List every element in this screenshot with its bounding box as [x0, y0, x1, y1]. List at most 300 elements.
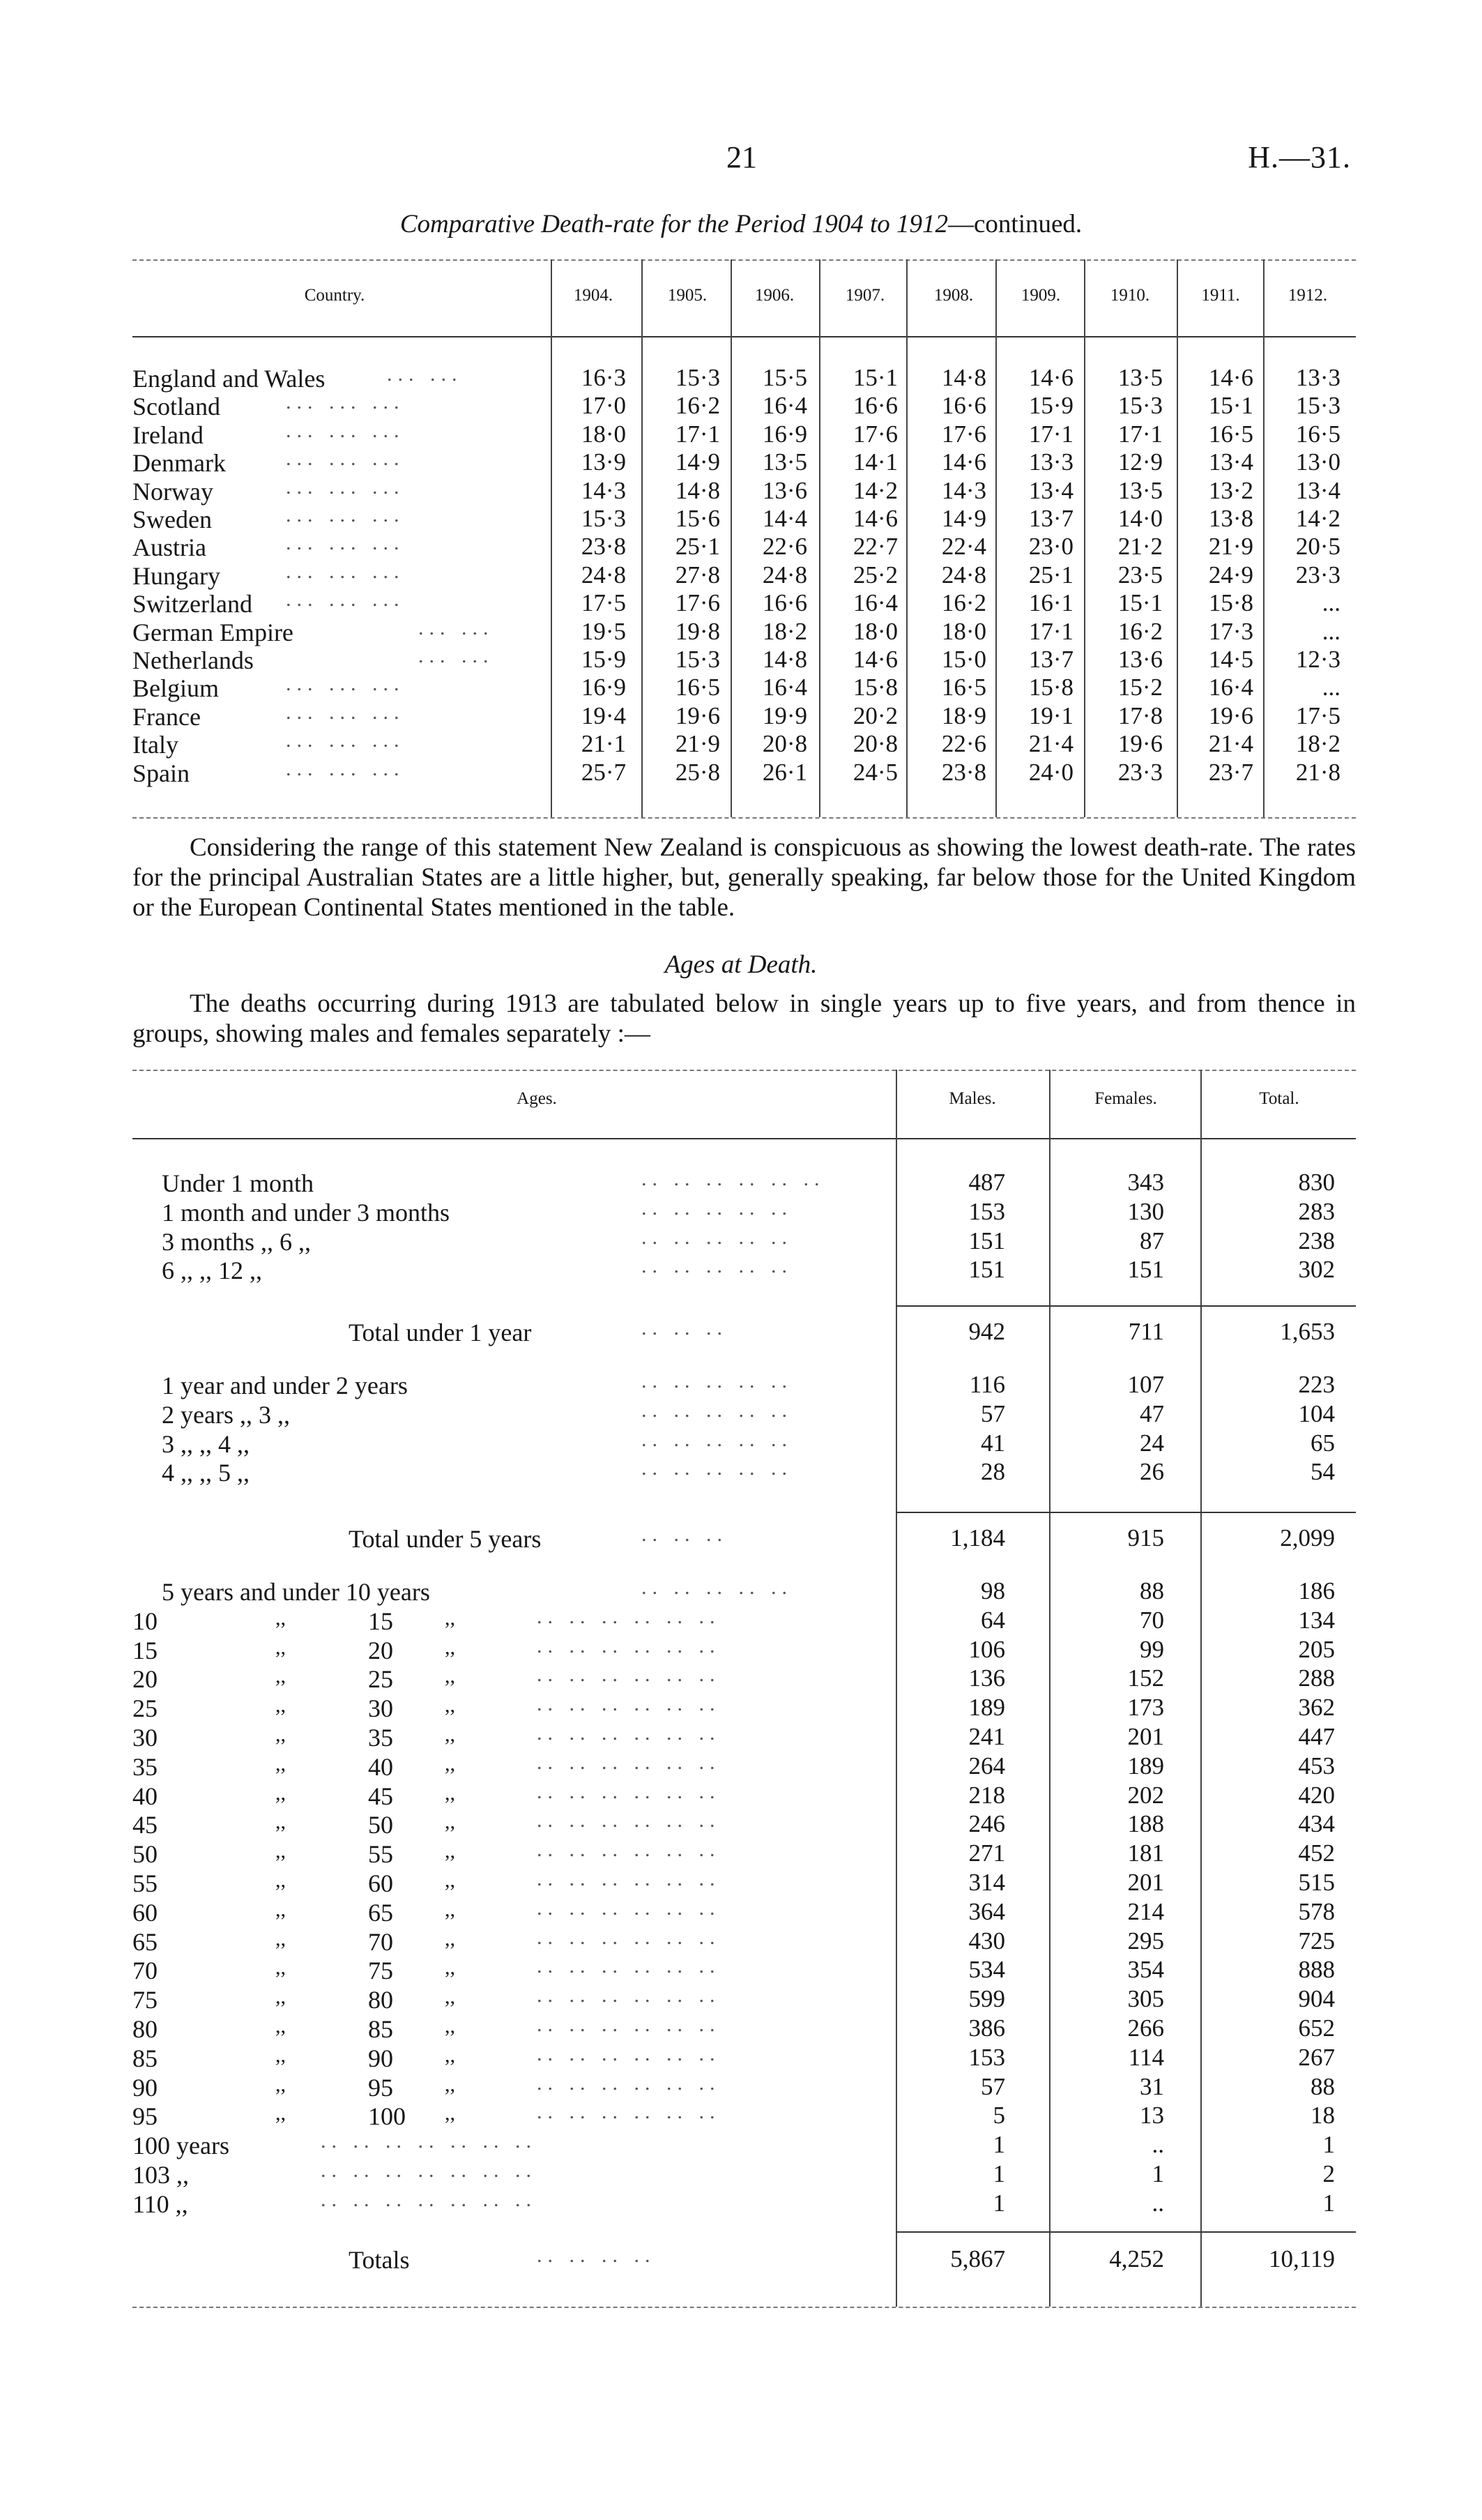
age-from: 85 [132, 2044, 158, 2072]
ditto-mark: ,, [275, 1927, 286, 1950]
ditto-mark: ,, [445, 1956, 455, 1980]
ditto-mark: ,, [445, 2072, 455, 2096]
ditto-mark: ,, [445, 2014, 455, 2037]
death-rate-cell: 24·8 [762, 561, 807, 589]
death-rate-cell: 13·3 [1028, 448, 1074, 476]
age-label: 1 month and under 3 months [162, 1198, 450, 1227]
ditto-mark: ,, [275, 1956, 286, 1980]
country-name: Belgium [132, 674, 219, 703]
table1-header-year: 1910. [1110, 286, 1150, 305]
ditto-mark: ,, [275, 1723, 286, 1746]
table2-top-rule [132, 1070, 1356, 1071]
totals-rule [896, 2231, 1356, 2233]
death-rate-cell: 22·6 [762, 533, 807, 561]
table1-header-rule [132, 336, 1356, 337]
total-cell: 134 [1298, 1606, 1335, 1634]
country-name: Norway [132, 477, 213, 506]
leader-dots: .. .. .. .. .. .. [537, 1896, 721, 1920]
leader-dots: ... ... ... [286, 757, 405, 780]
death-rate-cell: 13·5 [1117, 364, 1163, 391]
table1-header-year: 1909. [1021, 286, 1061, 305]
males-cell: 189 [968, 1694, 1005, 1722]
death-rate-cell: 24·9 [1208, 561, 1253, 589]
males-cell: 241 [968, 1723, 1005, 1750]
death-rate-cell: 20·8 [762, 730, 807, 758]
age-from: 25 [132, 1694, 158, 1723]
ditto-mark: ,, [445, 1752, 455, 1775]
country-name: Switzerland [132, 590, 252, 618]
leader-dots: ... ... [418, 616, 494, 639]
death-rate-cell: 16·4 [762, 674, 807, 701]
age-to: 20 [368, 1636, 393, 1664]
age-label: Under 1 month [162, 1169, 314, 1197]
death-rate-cell: 22·6 [941, 730, 986, 758]
total-cell: 283 [1298, 1197, 1335, 1225]
age-label: 6 ,, ,, 12 ,, [162, 1257, 262, 1285]
total-cell: 2,099 [1280, 1524, 1335, 1551]
death-rate-cell: ... [1322, 674, 1340, 701]
age-label: 2 years ,, 3 ,, [162, 1400, 290, 1429]
total-cell: 288 [1298, 1664, 1335, 1692]
table1-header-year: 1908. [933, 286, 974, 305]
death-rate-cell: 13·5 [1117, 476, 1163, 504]
death-rate-cell: 13·2 [1208, 476, 1253, 504]
males-cell: 1 [993, 2189, 1005, 2217]
age-to: 55 [368, 1840, 393, 1869]
death-rate-cell: 24·8 [941, 561, 986, 589]
table2-header-total: Total. [1259, 1089, 1299, 1108]
death-rate-cell: 21·4 [1208, 730, 1253, 758]
section-intro-text: The deaths occurring during 1913 are tabulated below in single years up to five years, and from thence in groups, showing males and females separately :— [132, 989, 1356, 1048]
death-rate-cell: 15·6 [675, 505, 720, 532]
death-rate-cell: 21·9 [1208, 533, 1253, 561]
death-rate-cell: 24·8 [581, 561, 626, 589]
death-rate-cell: 14·6 [1208, 364, 1253, 391]
death-rate-cell: 25·1 [1028, 561, 1074, 589]
ditto-mark: ,, [275, 1752, 286, 1775]
death-rate-cell: 20·2 [853, 701, 898, 729]
ditto-mark: ,, [445, 1694, 455, 1717]
leader-dots: .. .. .. .. .. .. [537, 1750, 721, 1774]
table1-column-line [1263, 259, 1265, 817]
death-rate-cell: 12·3 [1295, 646, 1340, 673]
death-rate-cell: 15·1 [1208, 392, 1253, 420]
table1-column-line [906, 259, 908, 817]
ditto-mark: ,, [275, 1664, 286, 1688]
total-cell: 1 [1322, 2189, 1335, 2217]
total-cell: 362 [1298, 1694, 1335, 1722]
table1-column-line [819, 259, 820, 817]
females-cell: 343 [1127, 1169, 1164, 1196]
death-rate-cell: 13·8 [1208, 505, 1253, 532]
males-cell: 1 [993, 2131, 1005, 2159]
table1-title [0, 209, 1482, 239]
females-cell: 915 [1127, 1524, 1164, 1551]
ditto-mark: ,, [445, 1723, 455, 1746]
total-cell: 888 [1298, 1956, 1335, 1984]
death-rate-cell: 22·4 [941, 533, 986, 561]
table1-top-rule [132, 259, 1356, 261]
death-rate-cell: 14·8 [941, 364, 986, 391]
death-rate-cell: 19·5 [581, 617, 626, 645]
death-rate-cell: 18·0 [853, 617, 898, 645]
death-rate-cell: 15·3 [675, 646, 720, 673]
death-rate-cell: 15·3 [1295, 392, 1340, 420]
table1-column-line [1084, 259, 1085, 817]
country-name: Sweden [132, 506, 212, 533]
death-rate-cell: 13·6 [1117, 646, 1163, 673]
death-rate-cell: 14·8 [675, 476, 720, 504]
death-rate-cell: 25·7 [581, 758, 626, 786]
leader-dots: .. .. .. .. .. [641, 1576, 793, 1599]
death-rate-cell: 15·3 [1117, 392, 1163, 420]
leader-dots: .. .. .. .. .. [641, 1196, 793, 1220]
age-label: 1 year and under 2 years [162, 1372, 408, 1399]
death-rate-cell: 17·6 [941, 420, 986, 448]
death-rate-cell: 15·9 [1028, 392, 1074, 420]
country-name: Hungary [132, 561, 220, 590]
death-rate-cell: 16·4 [1208, 674, 1253, 701]
table2-header-females: Females. [1094, 1089, 1157, 1108]
death-rate-cell: 14·3 [581, 476, 626, 504]
death-rate-cell: 25·1 [675, 533, 720, 561]
table2-line-total [1200, 1070, 1202, 2307]
section-heading: Ages at Death. [664, 950, 818, 979]
country-name: Netherlands [132, 646, 254, 674]
females-cell: 107 [1127, 1371, 1164, 1398]
death-rate-cell: 13·0 [1295, 448, 1340, 476]
leader-dots: ... ... ... [286, 700, 405, 724]
males-cell: 153 [968, 2043, 1005, 2071]
table2-header-males: Males. [949, 1089, 996, 1108]
country-name: Italy [132, 731, 178, 759]
age-label: 3 ,, ,, 4 ,, [162, 1429, 250, 1458]
death-rate-cell: 20·5 [1295, 533, 1340, 561]
death-rate-cell: 15·2 [1117, 674, 1163, 701]
total-cell: 904 [1298, 1985, 1335, 2013]
leader-dots: .. .. .. .. .. [641, 1369, 793, 1392]
country-name: Spain [132, 759, 190, 787]
commentary-text: Considering the range of this statement New Zealand is conspicuous as showing the lowest death-rate. The rates for the principal Australian States are a little higher, but, generally speaking, far below those for the United Kingdom or the European Continental States mentioned in the table. [132, 833, 1356, 922]
age-label: 3 months ,, 6 ,, [162, 1227, 312, 1256]
death-rate-cell: 14·2 [1295, 505, 1340, 532]
females-cell: 13 [1140, 2102, 1164, 2130]
death-rate-cell: 13·4 [1295, 476, 1340, 504]
death-rate-cell: 18·2 [762, 617, 807, 645]
ditto-mark: ,, [445, 1869, 455, 1892]
total-cell: 88 [1311, 2072, 1335, 2100]
males-cell: 534 [968, 1956, 1005, 1984]
death-rate-cell: 16·9 [762, 420, 807, 448]
age-from: 50 [132, 1840, 158, 1869]
leader-dots: ... ... ... [286, 390, 405, 414]
leader-dots: .. .. .. .. .. .. [537, 1634, 721, 1657]
death-rate-cell: 24·0 [1028, 758, 1074, 786]
death-rate-cell: 21·1 [581, 730, 626, 758]
males-cell: 1,184 [950, 1524, 1005, 1551]
leader-dots: .. .. .. .. .. .. [537, 1779, 721, 1803]
death-rate-cell: 16·6 [853, 392, 898, 420]
country-name: Austria [132, 533, 206, 562]
death-rate-cell: 15·0 [941, 646, 986, 673]
females-cell: 99 [1140, 1635, 1164, 1663]
ditto-mark: ,, [275, 1635, 286, 1659]
death-rate-cell: 16·5 [1295, 420, 1340, 448]
females-cell: .. [1152, 2189, 1164, 2217]
leader-dots: .. .. .. .. .. .. [537, 2042, 721, 2065]
total-cell: 104 [1298, 1399, 1335, 1427]
leader-dots: ... ... ... [286, 447, 405, 471]
females-cell: 266 [1127, 2014, 1164, 2042]
table1-header-year: 1906. [754, 286, 795, 305]
death-rate-cell: 17·1 [1028, 617, 1074, 645]
total-cell: 434 [1298, 1810, 1335, 1838]
death-rate-cell: 14·4 [762, 505, 807, 532]
leader-dots: .. .. .. .. .. .. [537, 2071, 721, 2095]
females-cell: 24 [1140, 1429, 1164, 1457]
age-to: 50 [368, 1811, 393, 1839]
death-rate-cell: 17·5 [581, 589, 626, 617]
females-cell: 26 [1140, 1458, 1164, 1486]
females-cell: 152 [1127, 1664, 1164, 1692]
table1-column-line [641, 259, 643, 817]
section-intro [132, 989, 1356, 1049]
females-cell: .. [1152, 2131, 1164, 2159]
leader-dots: .. .. .. .. .. .. [537, 1867, 721, 1890]
leader-dots: .. .. .. .. .. .. .. [321, 2187, 537, 2211]
death-rate-cell: 13·7 [1028, 646, 1074, 673]
ditto-mark: ,, [445, 1606, 455, 1630]
males-cell: 57 [981, 2072, 1005, 2100]
males-cell: 487 [968, 1169, 1005, 1196]
females-cell: 201 [1127, 1723, 1164, 1750]
death-rate-cell: 13·5 [762, 448, 807, 476]
ditto-mark: ,, [275, 2072, 286, 2096]
document-reference: H.—31. [1248, 140, 1351, 174]
total-label: Total under 5 years [349, 1525, 542, 1553]
death-rate-cell: 17·0 [581, 392, 626, 420]
death-rate-cell: 14·2 [853, 476, 898, 504]
death-rate-cell: 18·2 [1295, 730, 1340, 758]
death-rate-cell: 19·6 [675, 701, 720, 729]
country-name: German Empire [132, 618, 293, 646]
total-cell: 238 [1298, 1227, 1335, 1254]
age-to: 65 [368, 1898, 393, 1927]
subtotal2-rule [896, 1512, 1356, 1513]
death-rate-cell: 18·0 [941, 617, 986, 645]
age-from: 30 [132, 1724, 158, 1752]
total-cell: 515 [1298, 1869, 1335, 1896]
males-cell: 364 [968, 1897, 1005, 1925]
leader-dots: .. .. .. .. .. .. .. [321, 2130, 537, 2153]
death-rate-cell: 16·3 [581, 364, 626, 391]
table1-title-suffix: —continued. [948, 210, 1083, 238]
females-cell: 173 [1127, 1694, 1164, 1722]
age-from: 80 [132, 2015, 158, 2043]
males-cell: 430 [968, 1927, 1005, 1954]
death-rate-cell: 13·4 [1028, 476, 1074, 504]
ditto-mark: ,, [445, 1839, 455, 1863]
country-name: France [132, 702, 201, 731]
death-rate-cell: 19·9 [762, 701, 807, 729]
total-cell: 186 [1298, 1577, 1335, 1604]
death-rate-cell: 15·1 [1117, 589, 1163, 617]
age-from: 95 [132, 2102, 158, 2131]
death-rate-cell: 23·7 [1208, 758, 1253, 786]
death-rate-cell: 16·5 [941, 674, 986, 701]
females-cell: 214 [1127, 1897, 1164, 1925]
country-name: Scotland [132, 393, 220, 421]
total-label: Total under 1 year [349, 1319, 532, 1346]
death-rate-cell: 16·6 [941, 392, 986, 420]
death-rate-cell: 16·5 [1208, 420, 1253, 448]
leader-dots: ... ... ... [286, 588, 405, 612]
males-cell: 314 [968, 1869, 1005, 1896]
total-cell: 302 [1298, 1256, 1335, 1284]
death-rate-cell: 16·4 [853, 589, 898, 617]
death-rate-cell: 12·9 [1117, 448, 1163, 476]
leader-dots: .. .. .. .. .. .. [641, 1167, 825, 1190]
males-cell: 271 [968, 1839, 1005, 1867]
leader-dots: .. .. .. .. [537, 2244, 656, 2267]
males-cell: 98 [981, 1577, 1005, 1604]
males-cell: 1 [993, 2160, 1005, 2187]
females-cell: 295 [1127, 1927, 1164, 1954]
males-cell: 64 [981, 1606, 1005, 1634]
ditto-mark: ,, [275, 1694, 286, 1717]
age-from: 75 [132, 1986, 158, 2014]
death-rate-cell: 17·1 [675, 420, 720, 448]
total-cell: 205 [1298, 1635, 1335, 1663]
males-cell: 106 [968, 1635, 1005, 1663]
age-label: 5 years and under 10 years [162, 1578, 430, 1606]
age-from: 70 [132, 1957, 158, 1985]
table1-header-year: 1904. [573, 286, 613, 305]
females-cell: 88 [1140, 1577, 1164, 1604]
leader-dots: .. .. .. .. .. .. [537, 1838, 721, 1862]
table2-line-males [896, 1070, 897, 2307]
death-rate-cell: 17·8 [1117, 701, 1163, 729]
table1-header-country: Country. [304, 286, 365, 305]
age-label: 4 ,, ,, 5 ,, [162, 1459, 250, 1487]
males-cell: 151 [968, 1227, 1005, 1254]
leader-dots: ... ... ... [286, 531, 405, 555]
leader-dots: .. .. .. .. .. .. [537, 1604, 721, 1628]
ditto-mark: ,, [275, 1781, 286, 1805]
death-rate-cell: 14·9 [675, 448, 720, 476]
total-cell: 420 [1298, 1781, 1335, 1809]
age-from: 20 [132, 1665, 158, 1694]
leader-dots: .. .. .. .. .. .. [537, 1809, 721, 1832]
total-cell: 18 [1311, 2102, 1335, 2130]
death-rate-cell: 23·8 [941, 758, 986, 786]
age-to: 45 [368, 1782, 393, 1810]
males-cell: 264 [968, 1752, 1005, 1779]
leader-dots: .. .. .. .. .. .. [537, 1722, 721, 1745]
table1-title-main: Comparative Death-rate for the Period 1904 to 1912 [399, 210, 948, 238]
commentary-paragraph [132, 833, 1356, 923]
females-cell: 189 [1127, 1752, 1164, 1779]
age-label: 100 years [132, 2132, 229, 2160]
death-rate-cell: 15·3 [675, 364, 720, 391]
total-cell: 447 [1298, 1723, 1335, 1750]
death-rate-cell: 17·6 [853, 420, 898, 448]
death-rate-cell: 15·8 [1028, 674, 1074, 701]
death-rate-cell: 23·5 [1117, 561, 1163, 589]
females-cell: 130 [1127, 1197, 1164, 1225]
subtotal1-rule [896, 1305, 1356, 1307]
death-rate-cell: 21·4 [1028, 730, 1074, 758]
total-cell: 65 [1311, 1429, 1335, 1457]
leader-dots: .. .. .. .. .. .. .. [321, 2159, 537, 2182]
ditto-mark: ,, [275, 2014, 286, 2037]
leader-dots: .. .. .. .. .. .. [537, 1954, 721, 1978]
death-rate-cell: 19·6 [1208, 701, 1253, 729]
ditto-mark: ,, [275, 1869, 286, 1892]
death-rate-cell: 15·1 [853, 364, 898, 391]
ditto-mark: ,, [275, 1606, 286, 1630]
death-rate-cell: 13·9 [581, 448, 626, 476]
death-rate-cell: 14·6 [853, 505, 898, 532]
leader-dots: ... ... [418, 644, 494, 667]
death-rate-cell: 15·8 [1208, 589, 1253, 617]
ditto-mark: ,, [445, 1985, 455, 2009]
females-cell: 47 [1140, 1399, 1164, 1427]
death-rate-cell: 15·8 [853, 674, 898, 701]
total-cell: 453 [1298, 1752, 1335, 1779]
age-to: 100 [368, 2102, 406, 2131]
total-label: Totals [349, 2246, 410, 2274]
leader-dots: .. .. .. .. .. [641, 1398, 793, 1422]
table1-header-year: 1907. [845, 286, 885, 305]
death-rate-cell: 19·8 [675, 617, 720, 645]
leader-dots: .. .. .. .. .. .. [537, 1984, 721, 2007]
total-cell: 54 [1311, 1458, 1335, 1486]
table1-header-year: 1905. [667, 286, 708, 305]
death-rate-cell: 16·2 [941, 589, 986, 617]
leader-dots: .. .. .. .. .. .. [537, 2100, 721, 2124]
leader-dots: .. .. .. .. .. .. [537, 1925, 721, 1949]
death-rate-cell: 13·3 [1295, 364, 1340, 391]
table1-header-year: 1911. [1201, 286, 1240, 305]
age-label: 103 ,, [132, 2161, 189, 2189]
country-name: Ireland [132, 420, 204, 449]
death-rate-cell: 15·9 [581, 646, 626, 673]
age-to: 70 [368, 1927, 393, 1956]
males-cell: 246 [968, 1810, 1005, 1838]
age-from: 55 [132, 1869, 158, 1897]
males-cell: 41 [981, 1429, 1005, 1457]
ditto-mark: ,, [275, 2043, 286, 2067]
ditto-mark: ,, [445, 1897, 455, 1921]
death-rate-cell: 18·0 [581, 420, 626, 448]
leader-dots: .. .. .. .. .. [641, 1457, 793, 1480]
death-rate-cell: 16·2 [1117, 617, 1163, 645]
males-cell: 386 [968, 2014, 1005, 2042]
age-from: 40 [132, 1782, 158, 1810]
leader-dots: .. .. .. .. .. [641, 1427, 793, 1451]
ditto-mark: ,, [445, 1810, 455, 1834]
age-from: 15 [132, 1636, 158, 1664]
page-number: 21 [726, 140, 757, 174]
death-rate-cell: 13·4 [1208, 448, 1253, 476]
leader-dots: .. .. .. .. .. [641, 1254, 793, 1278]
age-to: 60 [368, 1869, 393, 1897]
table2-header-ages: Ages. [517, 1089, 557, 1108]
death-rate-cell: 24·5 [853, 758, 898, 786]
ditto-mark: ,, [445, 2043, 455, 2067]
age-to: 30 [368, 1694, 393, 1723]
